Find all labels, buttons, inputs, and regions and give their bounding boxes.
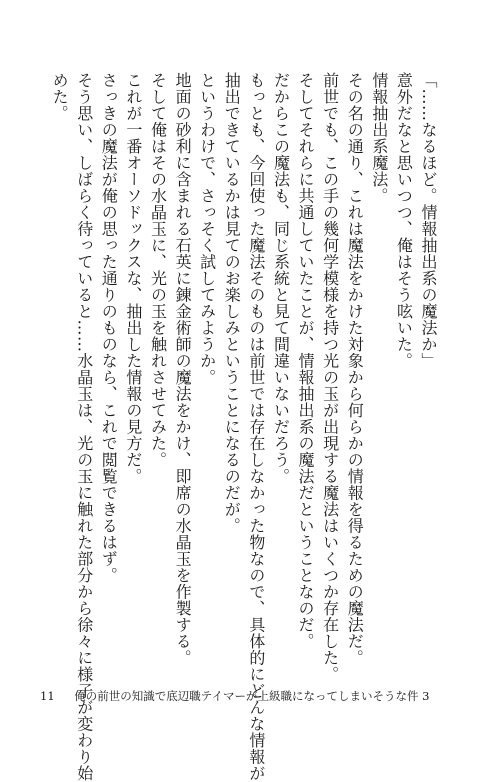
page-number: 11 xyxy=(40,689,55,703)
text-line: そう思い、しばらく待っていると……水晶玉は、光の玉に触れた部分から徐々に様子が変わり始 xyxy=(74,72,94,782)
text-line: だからこの魔法も、同じ系統と見て間違いないだろう。 xyxy=(271,72,291,485)
text-line: というわけで、さっそく試してみようか。 xyxy=(197,72,217,386)
page-footer xyxy=(40,689,429,703)
text-line: もっとも、今回使った魔法そのものは前世では存在しなかった物なので、具体的にどんな情報が xyxy=(246,72,266,782)
text-line: さっきの魔法が俺の思った通りのものなら、これで閲覧できるはず。 xyxy=(99,72,119,584)
text-line: めた。 xyxy=(50,72,70,122)
text-line: 前世でも、この手の幾何学模様を持つ光の玉が出現する魔法はいくつか存在した。 xyxy=(320,72,340,683)
text-line: 地面の砂利に含まれる石英に錬金術師の魔法をかけ、即席の水晶玉を作製する。 xyxy=(173,72,193,666)
text-line: そして俺はその水晶玉に、光の玉を触れさせてみた。 xyxy=(148,72,168,468)
text-line: 情報抽出系魔法。 xyxy=(369,72,389,204)
text-line: 抽出できているかは見てのお楽しみということになるのだが。 xyxy=(222,72,242,534)
text-line: その名の通り、これは魔法をかけた対象から何らかの情報を得るための魔法だ。 xyxy=(345,72,365,666)
book-title: 俺の前世の知識で底辺職テイマーが上級職になってしまいそうな件 3 xyxy=(74,689,430,703)
text-line: これが一番オーソドックスな、抽出した情報の見方だ。 xyxy=(123,72,143,485)
text-line: 意外だなと思いつつ、俺はそう呟いた。 xyxy=(394,72,414,369)
text-line: 「……なるほど。情報抽出系の魔法か」 xyxy=(419,72,438,369)
text-line: そしてそれらに共通していたことが、情報抽出系の魔法だということなのだ。 xyxy=(296,72,316,650)
